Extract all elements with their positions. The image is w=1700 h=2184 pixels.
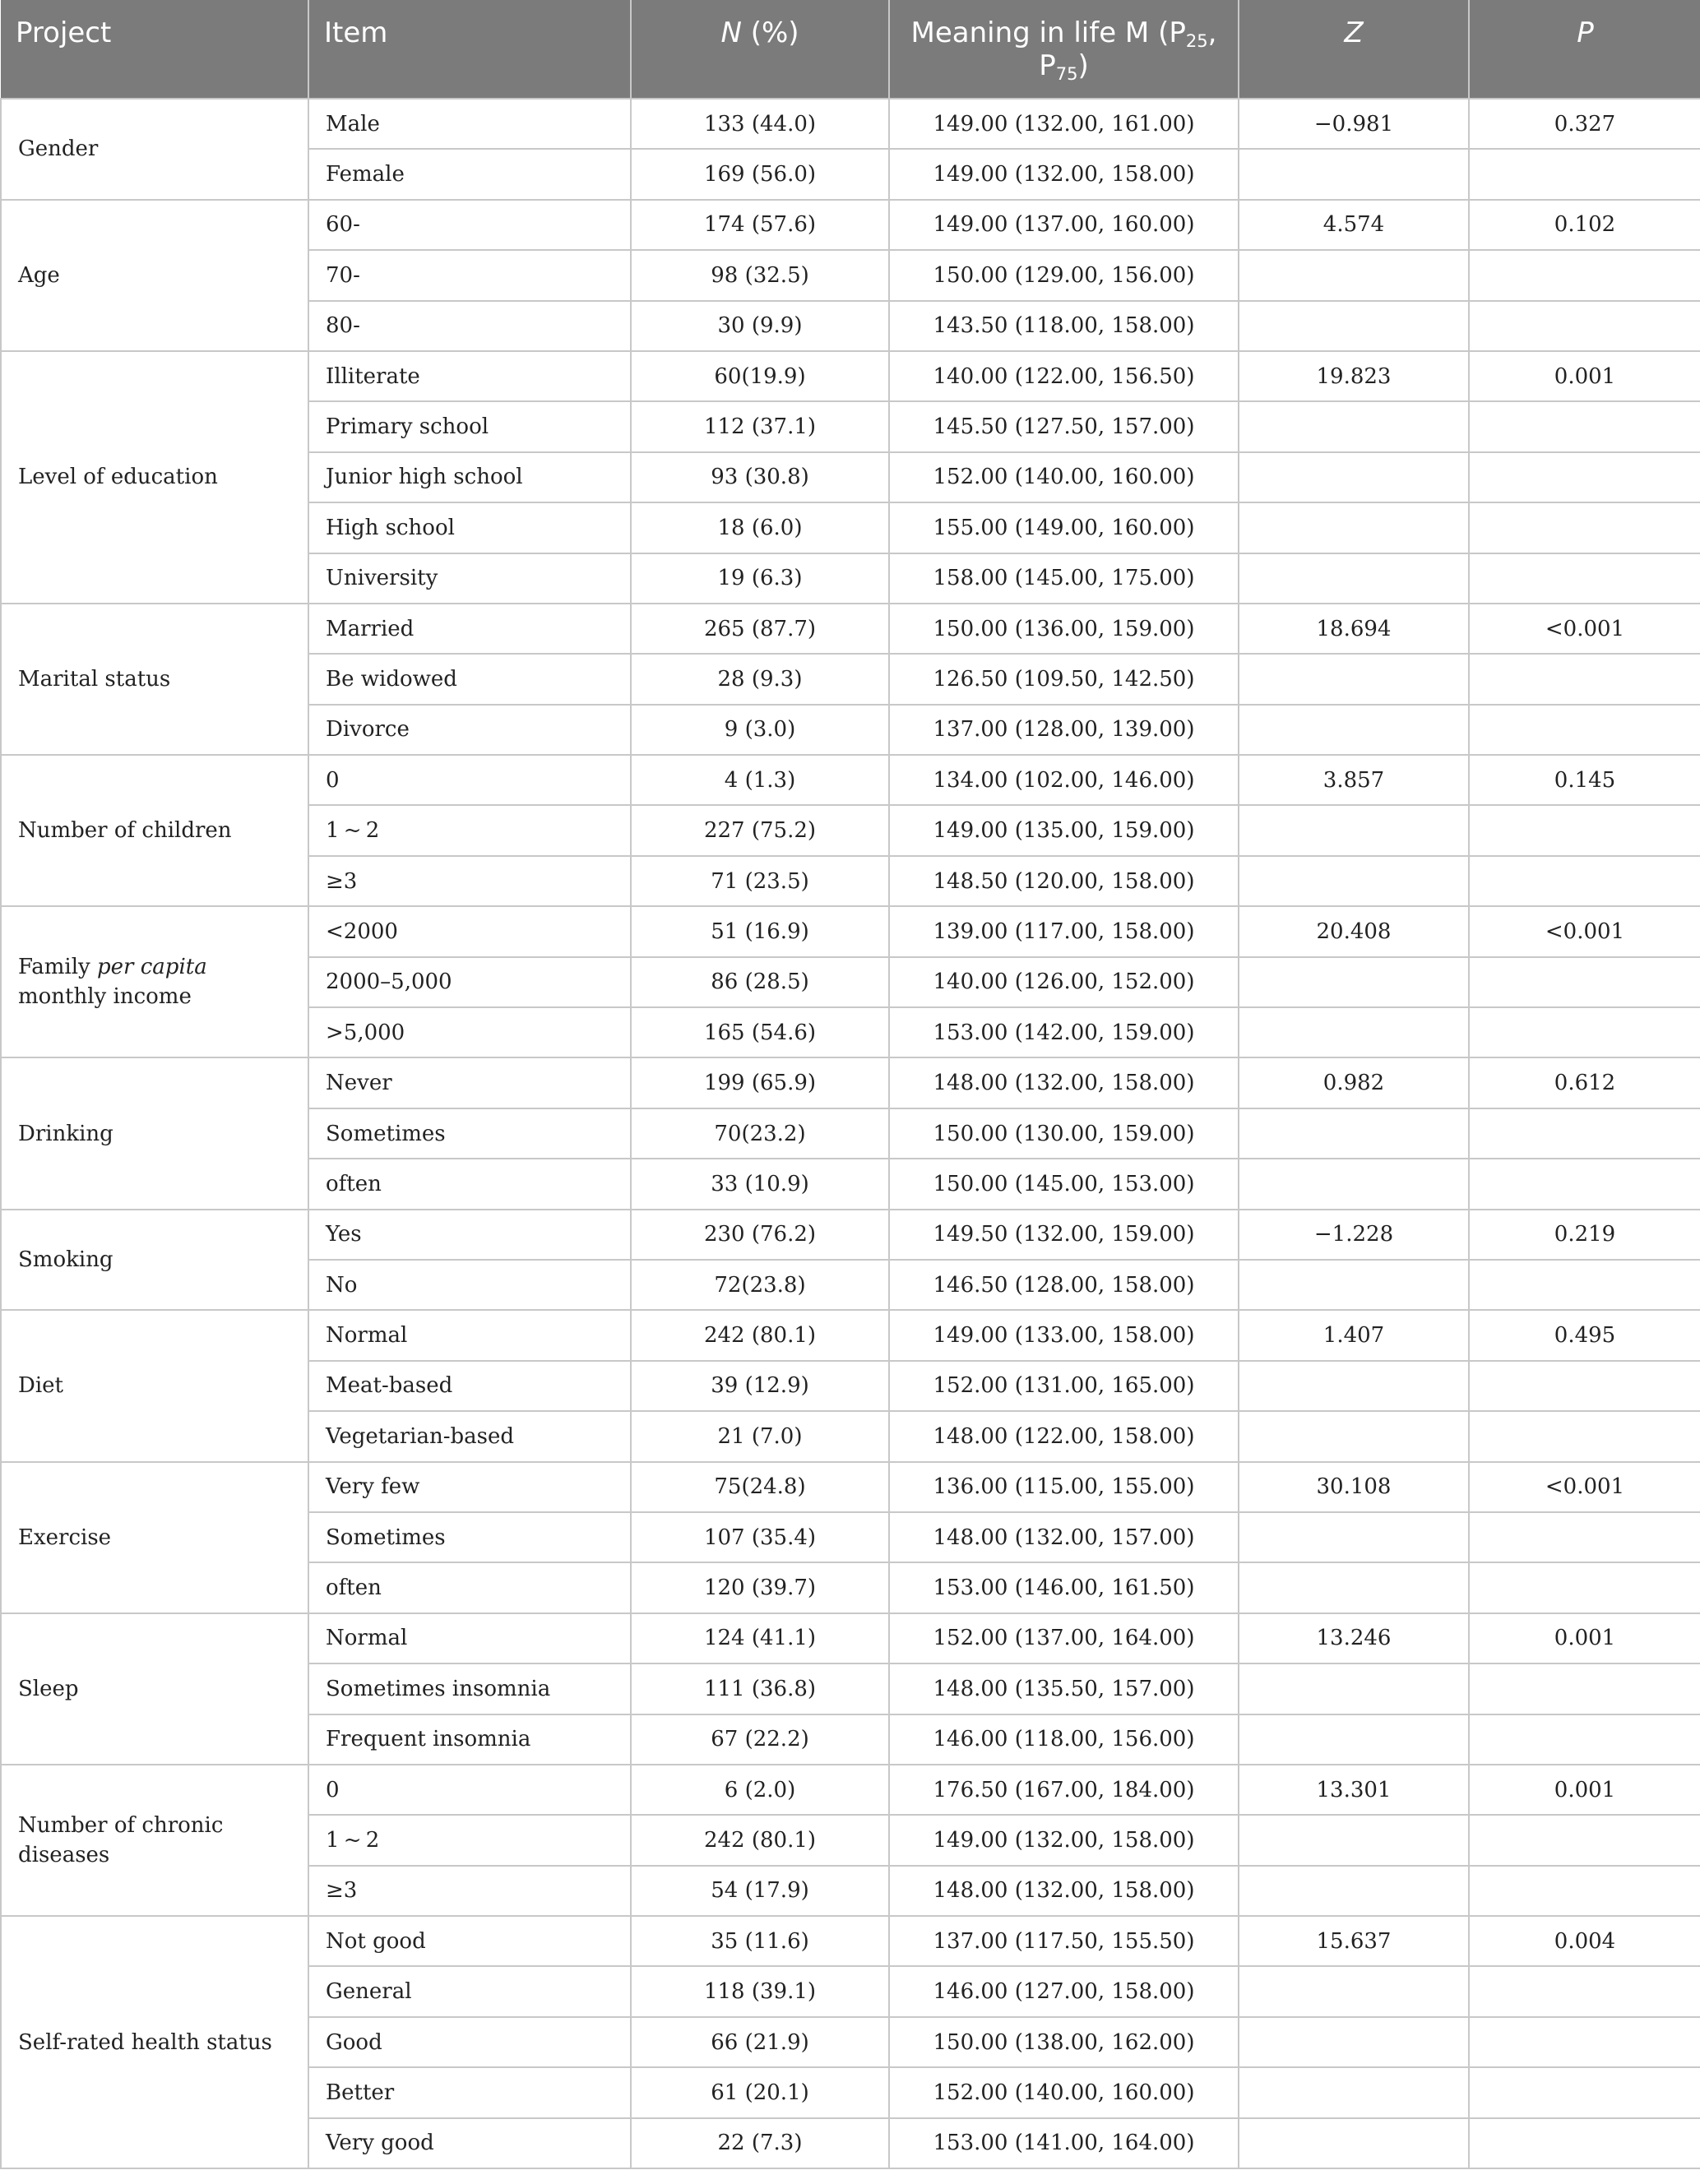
- table-row: [1, 99, 1700, 149]
- z-cell: [1239, 1108, 1469, 1159]
- n-percent-cell: 111 (36.8): [631, 1663, 889, 1714]
- item-cell: General: [308, 1966, 631, 2016]
- meaning-cell: 148.00 (135.50, 157.00): [889, 1663, 1239, 1714]
- meaning-cell: 143.50 (118.00, 158.00): [889, 301, 1239, 351]
- p-cell: [1469, 1512, 1700, 1562]
- meaning-cell: 148.50 (120.00, 158.00): [889, 856, 1239, 906]
- n-percent-cell: 75(24.8): [631, 1462, 889, 1512]
- p-cell: [1469, 705, 1700, 755]
- z-cell: [1239, 250, 1469, 300]
- p-cell: 0.001: [1469, 351, 1700, 401]
- project-cell: Diet: [1, 1310, 308, 1461]
- meaning-cell: 146.00 (127.00, 158.00): [889, 1966, 1239, 2016]
- item-cell: Good: [308, 2017, 631, 2067]
- z-cell: 30.108: [1239, 1462, 1469, 1512]
- item-cell: University: [308, 553, 631, 604]
- item-cell: Yes: [308, 1210, 631, 1260]
- p-cell: 0.001: [1469, 1765, 1700, 1815]
- n-percent-cell: 35 (11.6): [631, 1916, 889, 1966]
- p-cell: [1469, 1108, 1700, 1159]
- header-n-percent: [631, 0, 889, 99]
- n-percent-cell: 72(23.8): [631, 1260, 889, 1310]
- z-cell: [1239, 1562, 1469, 1613]
- p-cell: [1469, 502, 1700, 553]
- project-text-after: monthly income: [18, 984, 192, 1010]
- project-text-italic: per capita: [97, 955, 207, 980]
- z-cell: [1239, 553, 1469, 604]
- item-cell: often: [308, 1159, 631, 1209]
- header-n-rest: (%): [741, 16, 799, 49]
- item-cell: Married: [308, 604, 631, 654]
- p-cell: [1469, 452, 1700, 502]
- project-cell: Level of education: [1, 351, 308, 604]
- item-cell: Normal: [308, 1613, 631, 1663]
- p-cell: 0.495: [1469, 1310, 1700, 1360]
- n-percent-cell: 107 (35.4): [631, 1512, 889, 1562]
- project-cell: Gender: [1, 99, 308, 200]
- meaning-cell: 134.00 (102.00, 146.00): [889, 755, 1239, 805]
- table-row: [1, 1310, 1700, 1360]
- p-cell: [1469, 1411, 1700, 1461]
- table-row: [1, 906, 1700, 956]
- meaning-cell: 140.00 (126.00, 152.00): [889, 957, 1239, 1007]
- item-cell: 1 ~ 2: [308, 805, 631, 855]
- n-percent-cell: 227 (75.2): [631, 805, 889, 855]
- n-percent-cell: 133 (44.0): [631, 99, 889, 149]
- meaning-cell: 153.00 (142.00, 159.00): [889, 1007, 1239, 1057]
- item-cell: 60-: [308, 200, 631, 250]
- meaning-cell: 149.00 (137.00, 160.00): [889, 200, 1239, 250]
- p-cell: [1469, 1714, 1700, 1765]
- header-sub-25: 25: [1185, 30, 1208, 51]
- p-cell: [1469, 1815, 1700, 1865]
- z-cell: −1.228: [1239, 1210, 1469, 1260]
- n-percent-cell: 60(19.9): [631, 351, 889, 401]
- n-percent-cell: 21 (7.0): [631, 1411, 889, 1461]
- item-cell: 70-: [308, 250, 631, 300]
- z-cell: 13.301: [1239, 1765, 1469, 1815]
- n-percent-cell: 51 (16.9): [631, 906, 889, 956]
- item-cell: Very good: [308, 2118, 631, 2168]
- project-cell: Age: [1, 200, 308, 351]
- meaning-cell: 150.00 (145.00, 153.00): [889, 1159, 1239, 1209]
- item-cell: ≥3: [308, 1866, 631, 1916]
- p-cell: [1469, 301, 1700, 351]
- header-row: [1, 0, 1700, 99]
- n-percent-cell: 93 (30.8): [631, 452, 889, 502]
- n-percent-cell: 54 (17.9): [631, 1866, 889, 1916]
- header-project: Project: [1, 0, 308, 99]
- meaning-cell: 150.00 (138.00, 162.00): [889, 2017, 1239, 2067]
- p-cell: [1469, 856, 1700, 906]
- p-cell: [1469, 250, 1700, 300]
- project-text-before: Family: [18, 955, 98, 980]
- table-row: [1, 200, 1700, 250]
- n-percent-cell: 120 (39.7): [631, 1562, 889, 1613]
- z-cell: [1239, 856, 1469, 906]
- n-percent-cell: 28 (9.3): [631, 654, 889, 704]
- p-cell: [1469, 1260, 1700, 1310]
- z-cell: 0.982: [1239, 1057, 1469, 1108]
- n-percent-cell: 18 (6.0): [631, 502, 889, 553]
- header-p: P: [1469, 0, 1700, 99]
- n-percent-cell: 4 (1.3): [631, 755, 889, 805]
- n-percent-cell: 199 (65.9): [631, 1057, 889, 1108]
- z-cell: 4.574: [1239, 200, 1469, 250]
- n-percent-cell: 66 (21.9): [631, 2017, 889, 2067]
- header-sub-75: 75: [1055, 62, 1078, 84]
- z-cell: 15.637: [1239, 1916, 1469, 1966]
- z-cell: 3.857: [1239, 755, 1469, 805]
- header-z: Z: [1239, 0, 1469, 99]
- item-cell: No: [308, 1260, 631, 1310]
- p-cell: [1469, 149, 1700, 199]
- header-p-letter: P: [1039, 49, 1056, 82]
- item-cell: Sometimes insomnia: [308, 1663, 631, 1714]
- table-row: [1, 1462, 1700, 1512]
- z-cell: [1239, 1007, 1469, 1057]
- p-cell: 0.004: [1469, 1916, 1700, 1966]
- project-cell: Marital status: [1, 604, 308, 755]
- z-cell: [1239, 1512, 1469, 1562]
- meaning-cell: 152.00 (131.00, 165.00): [889, 1361, 1239, 1411]
- meaning-cell: 149.00 (132.00, 158.00): [889, 1815, 1239, 1865]
- meaning-cell: 137.00 (128.00, 139.00): [889, 705, 1239, 755]
- item-cell: High school: [308, 502, 631, 553]
- item-cell: Be widowed: [308, 654, 631, 704]
- p-cell: [1469, 401, 1700, 451]
- n-percent-cell: 22 (7.3): [631, 2118, 889, 2168]
- meaning-cell: 153.00 (141.00, 164.00): [889, 2118, 1239, 2168]
- z-cell: [1239, 2118, 1469, 2168]
- table-row: [1, 1057, 1700, 1108]
- item-cell: Meat-based: [308, 1361, 631, 1411]
- n-percent-cell: 71 (23.5): [631, 856, 889, 906]
- z-cell: 1.407: [1239, 1310, 1469, 1360]
- meaning-cell: 126.50 (109.50, 142.50): [889, 654, 1239, 704]
- header-meaning-prefix: Meaning in life M (P: [910, 16, 1186, 49]
- z-cell: [1239, 301, 1469, 351]
- item-cell: 2000–5,000: [308, 957, 631, 1007]
- z-cell: [1239, 1866, 1469, 1916]
- table-row: [1, 1210, 1700, 1260]
- p-cell: [1469, 1159, 1700, 1209]
- z-cell: [1239, 1159, 1469, 1209]
- item-cell: Better: [308, 2067, 631, 2117]
- item-cell: Male: [308, 99, 631, 149]
- item-cell: Sometimes: [308, 1108, 631, 1159]
- z-cell: [1239, 502, 1469, 553]
- p-cell: 0.612: [1469, 1057, 1700, 1108]
- n-percent-cell: 98 (32.5): [631, 250, 889, 300]
- n-percent-cell: 70(23.2): [631, 1108, 889, 1159]
- z-cell: 19.823: [1239, 351, 1469, 401]
- z-cell: [1239, 1260, 1469, 1310]
- z-cell: [1239, 1411, 1469, 1461]
- p-cell: [1469, 1966, 1700, 2016]
- meaning-cell: 152.00 (137.00, 164.00): [889, 1613, 1239, 1663]
- item-cell: Vegetarian-based: [308, 1411, 631, 1461]
- table-row: [1, 1916, 1700, 1966]
- project-cell: Sleep: [1, 1613, 308, 1765]
- p-cell: 0.001: [1469, 1613, 1700, 1663]
- n-percent-cell: 265 (87.7): [631, 604, 889, 654]
- p-cell: <0.001: [1469, 906, 1700, 956]
- table-row: [1, 1765, 1700, 1815]
- meaning-cell: 137.00 (117.50, 155.50): [889, 1916, 1239, 1966]
- item-cell: ≥3: [308, 856, 631, 906]
- meaning-cell: 149.50 (132.00, 159.00): [889, 1210, 1239, 1260]
- p-cell: 0.145: [1469, 755, 1700, 805]
- meaning-cell: 140.00 (122.00, 156.50): [889, 351, 1239, 401]
- z-cell: −0.981: [1239, 99, 1469, 149]
- meaning-cell: 150.00 (130.00, 159.00): [889, 1108, 1239, 1159]
- z-cell: [1239, 1815, 1469, 1865]
- z-cell: [1239, 1663, 1469, 1714]
- meaning-cell: 176.50 (167.00, 184.00): [889, 1765, 1239, 1815]
- meaning-cell: 139.00 (117.00, 158.00): [889, 906, 1239, 956]
- z-cell: [1239, 805, 1469, 855]
- n-percent-cell: 242 (80.1): [631, 1310, 889, 1360]
- item-cell: 0: [308, 755, 631, 805]
- item-cell: 80-: [308, 301, 631, 351]
- meaning-cell: 153.00 (146.00, 161.50): [889, 1562, 1239, 1613]
- item-cell: Illiterate: [308, 351, 631, 401]
- n-percent-cell: 169 (56.0): [631, 149, 889, 199]
- meaning-cell: 150.00 (136.00, 159.00): [889, 604, 1239, 654]
- header-n-letter: N: [720, 16, 742, 49]
- item-cell: often: [308, 1562, 631, 1613]
- p-cell: [1469, 553, 1700, 604]
- meaning-cell: 149.00 (132.00, 158.00): [889, 149, 1239, 199]
- z-cell: 13.246: [1239, 1613, 1469, 1663]
- item-cell: >5,000: [308, 1007, 631, 1057]
- project-cell: Exercise: [1, 1462, 308, 1613]
- z-cell: 18.694: [1239, 604, 1469, 654]
- n-percent-cell: 39 (12.9): [631, 1361, 889, 1411]
- z-cell: [1239, 957, 1469, 1007]
- item-cell: Junior high school: [308, 452, 631, 502]
- item-cell: Divorce: [308, 705, 631, 755]
- meaning-cell: 146.00 (118.00, 156.00): [889, 1714, 1239, 1765]
- n-percent-cell: 112 (37.1): [631, 401, 889, 451]
- meaning-cell: 148.00 (132.00, 157.00): [889, 1512, 1239, 1562]
- meaning-cell: 152.00 (140.00, 160.00): [889, 452, 1239, 502]
- z-cell: [1239, 1714, 1469, 1765]
- item-cell: <2000: [308, 906, 631, 956]
- z-cell: [1239, 705, 1469, 755]
- meaning-cell: 148.00 (132.00, 158.00): [889, 1057, 1239, 1108]
- n-percent-cell: 86 (28.5): [631, 957, 889, 1007]
- meaning-cell: 150.00 (129.00, 156.00): [889, 250, 1239, 300]
- z-cell: [1239, 149, 1469, 199]
- n-percent-cell: 230 (76.2): [631, 1210, 889, 1260]
- n-percent-cell: 19 (6.3): [631, 553, 889, 604]
- p-cell: 0.327: [1469, 99, 1700, 149]
- header-item: Item: [308, 0, 631, 99]
- header-meaning: [889, 0, 1239, 99]
- p-cell: 0.219: [1469, 1210, 1700, 1260]
- n-percent-cell: 174 (57.6): [631, 200, 889, 250]
- meaning-cell: 152.00 (140.00, 160.00): [889, 2067, 1239, 2117]
- meaning-cell: 136.00 (115.00, 155.00): [889, 1462, 1239, 1512]
- n-percent-cell: 67 (22.2): [631, 1714, 889, 1765]
- meaning-cell: 158.00 (145.00, 175.00): [889, 553, 1239, 604]
- n-percent-cell: 6 (2.0): [631, 1765, 889, 1815]
- meaning-cell: 146.50 (128.00, 158.00): [889, 1260, 1239, 1310]
- header-meaning-comma: ,: [1207, 16, 1217, 49]
- z-cell: [1239, 452, 1469, 502]
- z-cell: [1239, 401, 1469, 451]
- z-cell: [1239, 1361, 1469, 1411]
- z-cell: [1239, 654, 1469, 704]
- header-meaning-close: ): [1077, 49, 1089, 82]
- table-header: [1, 0, 1700, 99]
- meaning-cell: 149.00 (133.00, 158.00): [889, 1310, 1239, 1360]
- p-cell: [1469, 2067, 1700, 2117]
- meaning-cell: 149.00 (135.00, 159.00): [889, 805, 1239, 855]
- item-cell: 0: [308, 1765, 631, 1815]
- p-cell: [1469, 1663, 1700, 1714]
- p-cell: [1469, 1866, 1700, 1916]
- p-cell: 0.102: [1469, 200, 1700, 250]
- meaning-cell: 148.00 (122.00, 158.00): [889, 1411, 1239, 1461]
- n-percent-cell: 33 (10.9): [631, 1159, 889, 1209]
- table-row: [1, 351, 1700, 401]
- meaning-cell: 145.50 (127.50, 157.00): [889, 401, 1239, 451]
- project-cell: Self-rated health status: [1, 1916, 308, 2168]
- p-cell: [1469, 1361, 1700, 1411]
- n-percent-cell: 242 (80.1): [631, 1815, 889, 1865]
- table-body: [1, 99, 1700, 2168]
- p-cell: [1469, 654, 1700, 704]
- item-cell: Primary school: [308, 401, 631, 451]
- p-cell: [1469, 1007, 1700, 1057]
- item-cell: Very few: [308, 1462, 631, 1512]
- project-cell: [1, 906, 308, 1057]
- table-row: [1, 1613, 1700, 1663]
- n-percent-cell: 30 (9.9): [631, 301, 889, 351]
- p-cell: <0.001: [1469, 604, 1700, 654]
- table-row: [1, 604, 1700, 654]
- p-cell: [1469, 2017, 1700, 2067]
- project-cell: Number of children: [1, 755, 308, 906]
- p-cell: [1469, 2118, 1700, 2168]
- meaning-cell: 148.00 (132.00, 158.00): [889, 1866, 1239, 1916]
- item-cell: Normal: [308, 1310, 631, 1360]
- item-cell: Not good: [308, 1916, 631, 1966]
- project-cell: Smoking: [1, 1210, 308, 1311]
- meaning-cell: 155.00 (149.00, 160.00): [889, 502, 1239, 553]
- z-cell: [1239, 2017, 1469, 2067]
- p-cell: [1469, 805, 1700, 855]
- p-cell: [1469, 1562, 1700, 1613]
- project-cell: Number of chronic diseases: [1, 1765, 308, 1916]
- p-cell: [1469, 957, 1700, 1007]
- z-cell: 20.408: [1239, 906, 1469, 956]
- project-cell: Drinking: [1, 1057, 308, 1209]
- n-percent-cell: 124 (41.1): [631, 1613, 889, 1663]
- z-cell: [1239, 2067, 1469, 2117]
- item-cell: 1 ~ 2: [308, 1815, 631, 1865]
- table-row: [1, 755, 1700, 805]
- item-cell: Female: [308, 149, 631, 199]
- item-cell: Frequent insomnia: [308, 1714, 631, 1765]
- item-cell: Never: [308, 1057, 631, 1108]
- n-percent-cell: 9 (3.0): [631, 705, 889, 755]
- meaning-cell: 149.00 (132.00, 161.00): [889, 99, 1239, 149]
- item-cell: Sometimes: [308, 1512, 631, 1562]
- n-percent-cell: 165 (54.6): [631, 1007, 889, 1057]
- n-percent-cell: 118 (39.1): [631, 1966, 889, 2016]
- n-percent-cell: 61 (20.1): [631, 2067, 889, 2117]
- z-cell: [1239, 1966, 1469, 2016]
- p-cell: <0.001: [1469, 1462, 1700, 1512]
